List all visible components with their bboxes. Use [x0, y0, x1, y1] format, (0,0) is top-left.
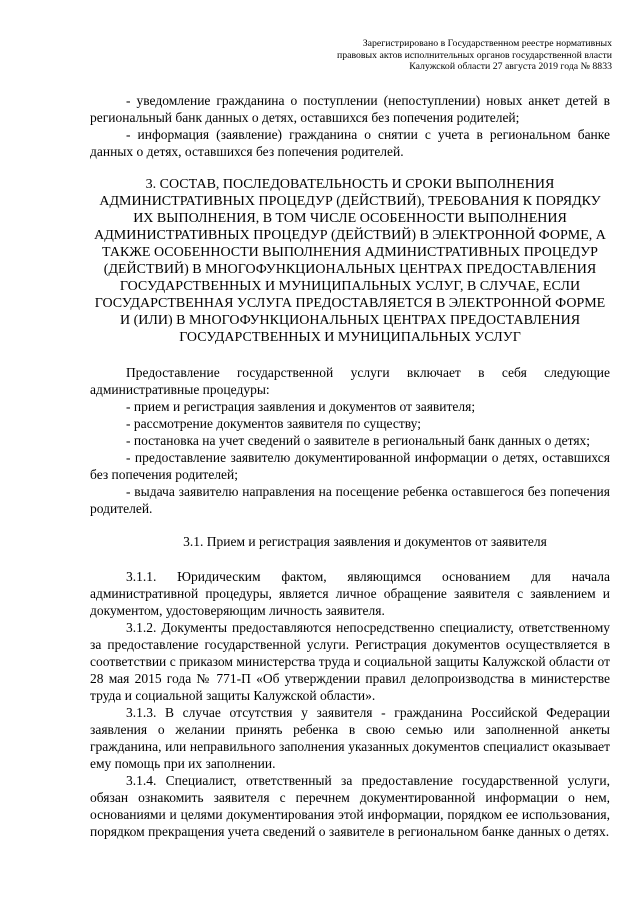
section-title — [90, 176, 610, 346]
section-title-line: ГОСУДАРСТВЕННЫХ И МУНИЦИПАЛЬНЫХ УСЛУГ — [179, 330, 521, 345]
procedure-item: - прием и регистрация заявления и документов от заявителя; — [126, 399, 476, 414]
procedure-item: - предоставление заявителю документированной информации о детях, оставшихся без попечения родителей; — [90, 450, 610, 482]
clause-paragraph: 3.1.4. Специалист, ответственный за предоставление государственной услуги, обязан ознакомить заявителя с перечнем документированной информации о нем, основаниями и целями документирования этой информации, порядком ее использования, порядком прекращения учета сведений о заявителе в региональном банке данных о детях. — [90, 773, 610, 839]
header-line: правовых актов исполнительных органов государственной власти — [336, 49, 612, 61]
clause-paragraph: 3.1.2. Документы предоставляются непосредственно специалисту, ответственному за предоставление государственной услуги. Регистрация документов осуществляется в соответствии с приказом министерства труда и социальной защиты Калужской области от 28 мая 2015 года № 771-П «Об утверждении правил делопроизводства в министерстве труда и социальной защиты Калужской области». — [90, 620, 610, 703]
procedure-item: - рассмотрение документов заявителя по существу; — [126, 416, 421, 431]
section-title-line: ГОСУДАРСТВЕННЫХ И МУНИЦИПАЛЬНЫХ УСЛУГ, В СЛУЧАЕ, ЕСЛИ — [119, 279, 581, 294]
section-title-line: (ДЕЙСТВИЙ) В МНОГОФУНКЦИОНАЛЬНЫХ ЦЕНТРАХ ПРЕДОСТАВЛЕНИЯ — [103, 262, 597, 277]
clause-paragraph: 3.1.1. Юридическим фактом, являющимся основанием для начала административной процедуры, является личное обращение заявителя с заявлением и документом, удостоверяющим личность заявителя. — [90, 569, 610, 618]
procedures-lead: Предоставление государственной услуги включает в себя следующие административные процедуры: — [90, 365, 610, 397]
procedure-item: - постановка на учет сведений о заявителе в региональный банк данных о детях; — [126, 433, 591, 448]
header-line: Зарегистрировано в Государственном реестре нормативных — [362, 38, 612, 49]
intro-paragraph: - уведомление гражданина о поступлении (непоступлении) новых анкет детей в региональный банк данных о детях, оставшихся без попечения родителей; — [90, 93, 610, 125]
section-title-line: И (ИЛИ) В МНОГОФУНКЦИОНАЛЬНЫХ ЦЕНТРАХ ПРЕДОСТАВЛЕНИЯ — [119, 313, 581, 328]
section-title-line: АДМИНИСТРАТИВНЫХ ПРОЦЕДУР (ДЕЙСТВИЙ), ТРЕБОВАНИЯ К ПОРЯДКУ — [99, 194, 601, 209]
document-body — [90, 92, 610, 840]
section-title-line: АДМИНИСТРАТИВНЫХ ПРОЦЕДУР (ДЕЙСТВИЙ) В ЭЛЕКТРОННОЙ ФОРМЕ, А — [94, 228, 606, 243]
intro-paragraph: - информация (заявление) гражданина о снятии с учета в региональном банке данных о детях, оставшихся без попечения родителей. — [90, 127, 610, 159]
section-title-line: ГОСУДАРСТВЕННАЯ УСЛУГА ПРЕДОСТАВЛЯЕТСЯ В ЭЛЕКТРОННОЙ ФОРМЕ — [94, 296, 606, 311]
clause-paragraph: 3.1.3. В случае отсутствия у заявителя - гражданина Российской Федерации заявления о желании принять ребенка в свою семью или заполненной анкеты гражданина, или неправильного заполнения указанных документов специалист оказывает ему помощь при их заполнении. — [90, 705, 610, 771]
section-title-line: ИХ ВЫПОЛНЕНИЯ, В ТОМ ЧИСЛЕ ОСОБЕННОСТИ ВЫПОЛНЕНИЯ — [133, 211, 567, 226]
procedure-item: - выдача заявителю направления на посещение ребенка оставшегося без попечения родителей. — [90, 484, 610, 516]
section-title-line: 3. СОСТАВ, ПОСЛЕДОВАТЕЛЬНОСТЬ И СРОКИ ВЫПОЛНЕНИЯ — [145, 177, 555, 192]
registration-header — [292, 38, 612, 73]
section-title-line: ТАКЖЕ ОСОБЕННОСТИ ВЫПОЛНЕНИЯ АДМИНИСТРАТИВНЫХ ПРОЦЕДУР — [102, 245, 598, 260]
subsection-title: 3.1. Прием и регистрация заявления и документов от заявителя — [183, 534, 547, 549]
header-line: Калужской области 27 августа 2019 года № 8833 — [409, 61, 612, 72]
